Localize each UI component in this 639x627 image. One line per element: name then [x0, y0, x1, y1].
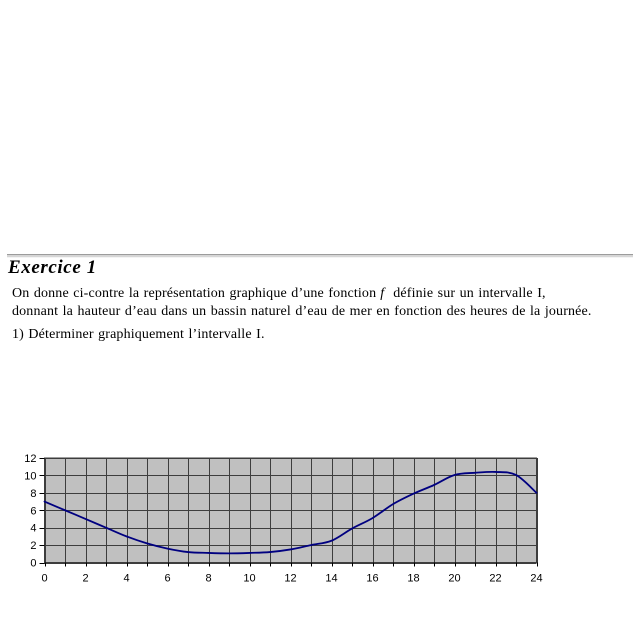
- intro-line1-before-f: On donne ci-contre la représentation graphique d’une fonction: [12, 286, 377, 301]
- intro-line1: [12, 285, 636, 303]
- y-axis-label: 4: [30, 522, 37, 535]
- intro-paragraph: [12, 285, 636, 320]
- question-1: 1) Déterminer graphiquement l’intervalle I.: [12, 327, 265, 342]
- x-axis-label: 4: [123, 572, 130, 585]
- tide-height-chart: [0, 443, 560, 593]
- intro-line2: donnant la hauteur d’eau dans un bassin naturel d’eau de mer en fonction des heures de la journée.: [12, 303, 592, 319]
- x-axis-label: 18: [407, 572, 420, 585]
- x-axis-label: 12: [284, 572, 297, 585]
- x-axis-label: 22: [489, 572, 502, 585]
- horizontal-rule: [7, 254, 633, 258]
- x-axis-label: 20: [448, 572, 461, 585]
- y-axis-label: 6: [30, 505, 37, 518]
- y-axis-label: 2: [30, 540, 37, 553]
- y-axis-label: 10: [24, 470, 37, 483]
- y-axis-label: 12: [24, 453, 37, 465]
- x-axis-label: 2: [82, 572, 89, 585]
- x-axis-label: 24: [530, 572, 543, 585]
- x-axis-label: 16: [366, 572, 379, 585]
- x-axis-label: 6: [164, 572, 171, 585]
- x-axis-label: 0: [41, 572, 48, 585]
- x-axis-label: 8: [205, 572, 212, 585]
- y-axis-label: 0: [30, 557, 37, 570]
- x-axis-label: 14: [325, 572, 338, 585]
- y-axis-label: 8: [30, 487, 37, 500]
- x-axis-label: 10: [243, 572, 256, 585]
- function-f-symbol: f: [380, 286, 385, 301]
- exercise-heading: Exercice 1: [8, 257, 97, 278]
- intro-line1-after-f: définie sur un intervalle I,: [393, 286, 546, 301]
